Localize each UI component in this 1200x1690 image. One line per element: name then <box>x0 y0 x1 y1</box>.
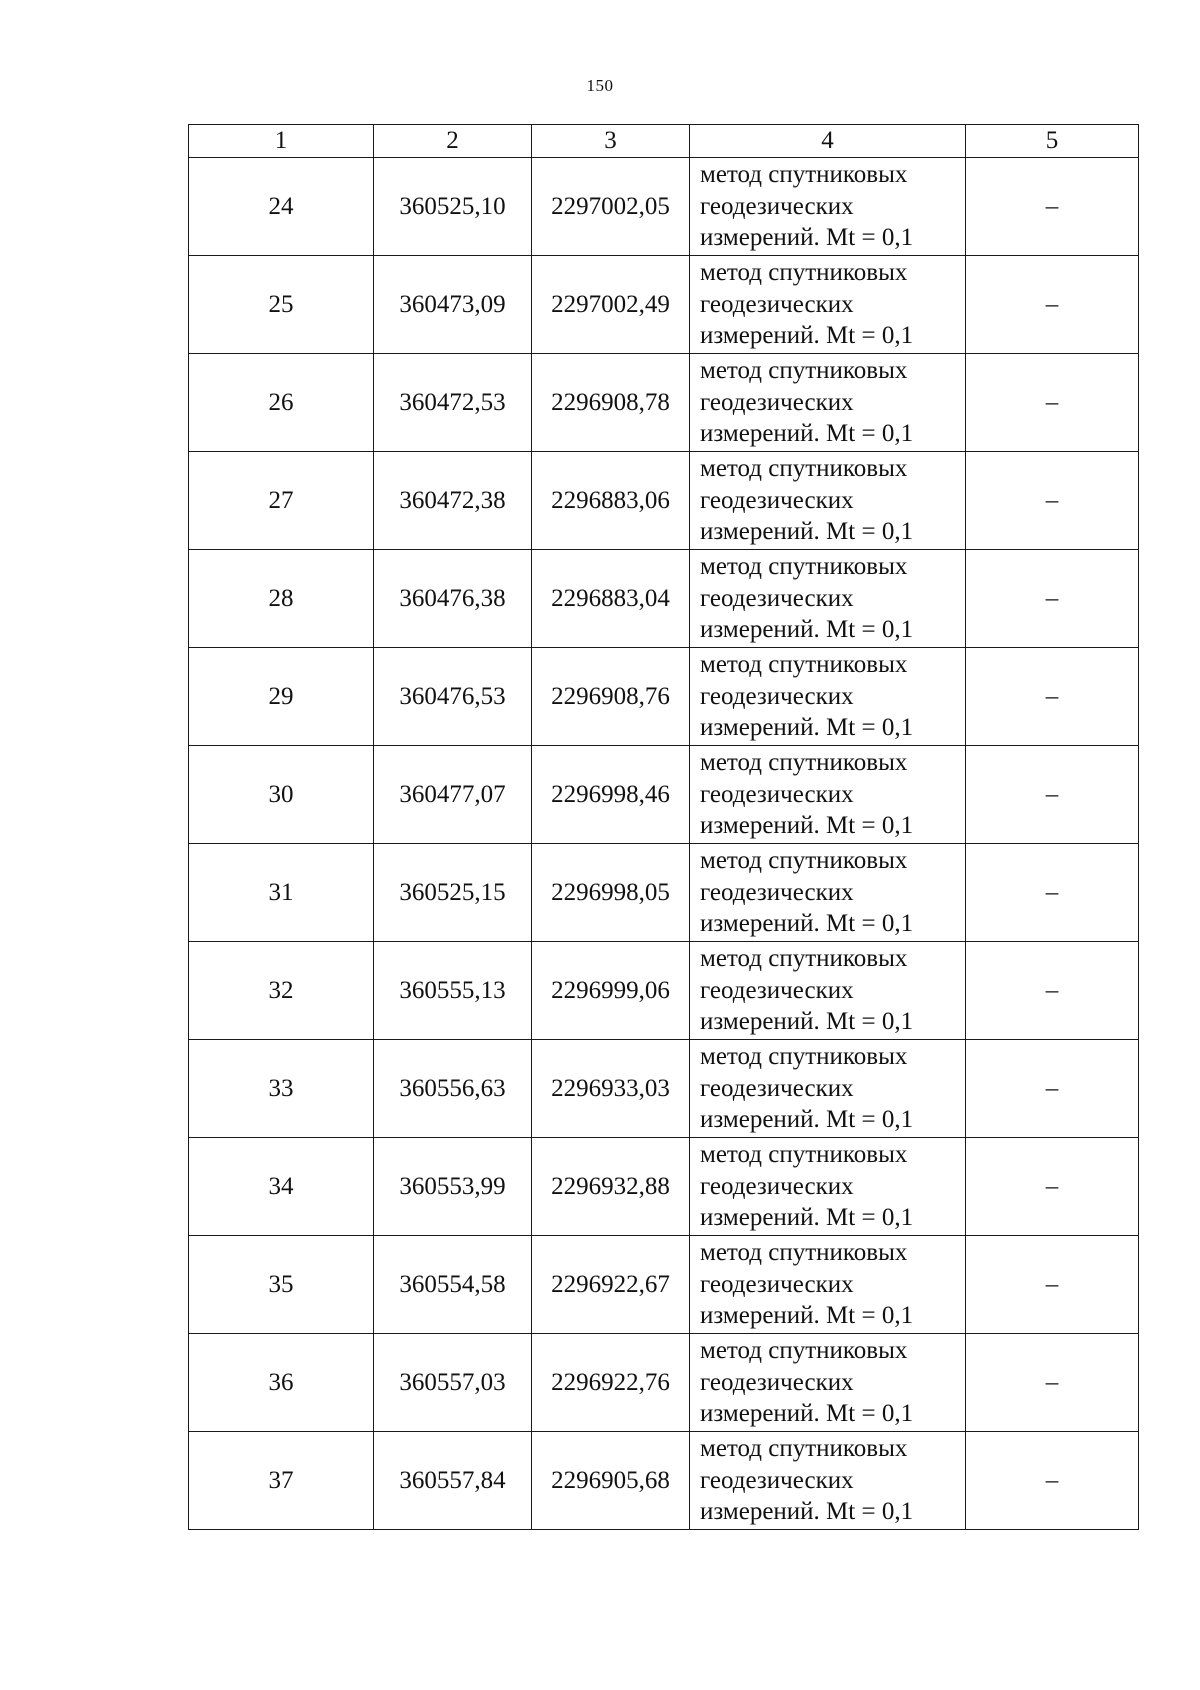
note-cell: – <box>966 1432 1139 1530</box>
method-line: геодезических <box>700 388 854 416</box>
method-cell <box>690 158 966 256</box>
method-cell <box>690 844 966 942</box>
method-cell <box>690 1040 966 1138</box>
table-row <box>189 1334 1139 1432</box>
coordinate-x-cell: 360473,09 <box>374 256 532 354</box>
coordinate-y-cell: 2296922,76 <box>532 1334 690 1432</box>
coordinates-table <box>188 124 1139 1530</box>
coordinate-x-cell: 360472,53 <box>374 354 532 452</box>
coordinate-y-cell: 2296922,67 <box>532 1236 690 1334</box>
method-line: геодезических <box>700 976 854 1004</box>
header-cell-3: 3 <box>532 125 690 158</box>
coordinate-x-cell: 360557,84 <box>374 1432 532 1530</box>
point-number-cell: 26 <box>189 354 374 452</box>
note-cell: – <box>966 256 1139 354</box>
table-header-row <box>189 125 1139 158</box>
note-cell: – <box>966 452 1139 550</box>
method-line: геодезических <box>700 1270 854 1298</box>
method-line: метод спутниковых <box>700 847 908 875</box>
method-line: измерений. Mt = 0,1 <box>700 224 914 252</box>
table-row <box>189 844 1139 942</box>
coordinate-y-cell: 2296933,03 <box>532 1040 690 1138</box>
point-number-cell: 32 <box>189 942 374 1040</box>
coordinate-y-cell: 2297002,05 <box>532 158 690 256</box>
coordinate-x-cell: 360554,58 <box>374 1236 532 1334</box>
coordinate-y-cell: 2296932,88 <box>532 1138 690 1236</box>
method-line: метод спутниковых <box>700 945 908 973</box>
header-cell-1: 1 <box>189 125 374 158</box>
table-row <box>189 452 1139 550</box>
method-line: метод спутниковых <box>700 455 908 483</box>
coordinate-x-cell: 360556,63 <box>374 1040 532 1138</box>
note-cell: – <box>966 1138 1139 1236</box>
table-row <box>189 550 1139 648</box>
table-row <box>189 942 1139 1040</box>
method-cell <box>690 452 966 550</box>
method-line: геодезических <box>700 486 854 514</box>
table-row <box>189 1236 1139 1334</box>
coordinate-y-cell: 2296908,78 <box>532 354 690 452</box>
table-row <box>189 648 1139 746</box>
table-row <box>189 1040 1139 1138</box>
table-row <box>189 1432 1139 1530</box>
table-body <box>189 158 1139 1530</box>
method-line: метод спутниковых <box>700 1141 908 1169</box>
method-cell <box>690 1236 966 1334</box>
coordinate-x-cell: 360477,07 <box>374 746 532 844</box>
note-cell: – <box>966 354 1139 452</box>
point-number-cell: 35 <box>189 1236 374 1334</box>
header-cell-4: 4 <box>690 125 966 158</box>
method-line: метод спутниковых <box>700 161 908 189</box>
point-number-cell: 33 <box>189 1040 374 1138</box>
coordinate-x-cell: 360525,10 <box>374 158 532 256</box>
method-cell <box>690 746 966 844</box>
point-number-cell: 27 <box>189 452 374 550</box>
coordinate-x-cell: 360472,38 <box>374 452 532 550</box>
note-cell: – <box>966 844 1139 942</box>
table-row <box>189 1138 1139 1236</box>
point-number-cell: 37 <box>189 1432 374 1530</box>
method-line: измерений. Mt = 0,1 <box>700 616 914 644</box>
note-cell: – <box>966 1236 1139 1334</box>
point-number-cell: 34 <box>189 1138 374 1236</box>
coordinate-x-cell: 360557,03 <box>374 1334 532 1432</box>
method-cell <box>690 550 966 648</box>
coordinate-x-cell: 360476,53 <box>374 648 532 746</box>
method-line: измерений. Mt = 0,1 <box>700 812 914 840</box>
method-line: геодезических <box>700 780 854 808</box>
point-number-cell: 25 <box>189 256 374 354</box>
header-cell-5: 5 <box>966 125 1139 158</box>
method-line: метод спутниковых <box>700 1337 908 1365</box>
method-line: метод спутниковых <box>700 651 908 679</box>
method-line: геодезических <box>700 584 854 612</box>
method-line: геодезических <box>700 1466 854 1494</box>
coordinate-y-cell: 2296883,04 <box>532 550 690 648</box>
coordinate-y-cell: 2296883,06 <box>532 452 690 550</box>
page-number: 150 <box>586 76 614 95</box>
method-line: геодезических <box>700 290 854 318</box>
method-cell <box>690 1138 966 1236</box>
method-line: измерений. Mt = 0,1 <box>700 1498 914 1526</box>
method-line: геодезических <box>700 1172 854 1200</box>
method-line: метод спутниковых <box>700 749 908 777</box>
coordinate-x-cell: 360555,13 <box>374 942 532 1040</box>
method-line: метод спутниковых <box>700 259 908 287</box>
note-cell: – <box>966 1040 1139 1138</box>
method-line: измерений. Mt = 0,1 <box>700 1106 914 1134</box>
method-line: метод спутниковых <box>700 553 908 581</box>
method-line: измерений. Mt = 0,1 <box>700 1008 914 1036</box>
method-line: метод спутниковых <box>700 357 908 385</box>
method-line: измерений. Mt = 0,1 <box>700 714 914 742</box>
method-line: геодезических <box>700 878 854 906</box>
method-line: геодезических <box>700 1074 854 1102</box>
method-line: геодезических <box>700 682 854 710</box>
note-cell: – <box>966 158 1139 256</box>
method-line: геодезических <box>700 192 854 220</box>
note-cell: – <box>966 1334 1139 1432</box>
method-line: измерений. Mt = 0,1 <box>700 1302 914 1330</box>
method-line: измерений. Mt = 0,1 <box>700 518 914 546</box>
method-cell <box>690 1334 966 1432</box>
coordinate-y-cell: 2296998,46 <box>532 746 690 844</box>
method-line: метод спутниковых <box>700 1239 908 1267</box>
coordinate-y-cell: 2296908,76 <box>532 648 690 746</box>
table-row <box>189 158 1139 256</box>
note-cell: – <box>966 550 1139 648</box>
point-number-cell: 31 <box>189 844 374 942</box>
method-line: метод спутниковых <box>700 1435 908 1463</box>
method-line: измерений. Mt = 0,1 <box>700 1204 914 1232</box>
method-cell <box>690 354 966 452</box>
note-cell: – <box>966 648 1139 746</box>
point-number-cell: 28 <box>189 550 374 648</box>
method-line: измерений. Mt = 0,1 <box>700 1400 914 1428</box>
point-number-cell: 24 <box>189 158 374 256</box>
method-cell <box>690 1432 966 1530</box>
coordinate-y-cell: 2297002,49 <box>532 256 690 354</box>
coordinate-x-cell: 360476,38 <box>374 550 532 648</box>
table-row <box>189 746 1139 844</box>
coordinate-y-cell: 2296905,68 <box>532 1432 690 1530</box>
method-cell <box>690 256 966 354</box>
coordinate-y-cell: 2296998,05 <box>532 844 690 942</box>
method-line: измерений. Mt = 0,1 <box>700 420 914 448</box>
header-cell-2: 2 <box>374 125 532 158</box>
note-cell: – <box>966 942 1139 1040</box>
method-line: измерений. Mt = 0,1 <box>700 910 914 938</box>
coordinate-x-cell: 360525,15 <box>374 844 532 942</box>
point-number-cell: 29 <box>189 648 374 746</box>
coordinate-x-cell: 360553,99 <box>374 1138 532 1236</box>
method-line: метод спутниковых <box>700 1043 908 1071</box>
method-line: измерений. Mt = 0,1 <box>700 322 914 350</box>
method-cell <box>690 648 966 746</box>
table-row <box>189 354 1139 452</box>
method-cell <box>690 942 966 1040</box>
table-row <box>189 256 1139 354</box>
point-number-cell: 30 <box>189 746 374 844</box>
coordinate-y-cell: 2296999,06 <box>532 942 690 1040</box>
point-number-cell: 36 <box>189 1334 374 1432</box>
note-cell: – <box>966 746 1139 844</box>
method-line: геодезических <box>700 1368 854 1396</box>
